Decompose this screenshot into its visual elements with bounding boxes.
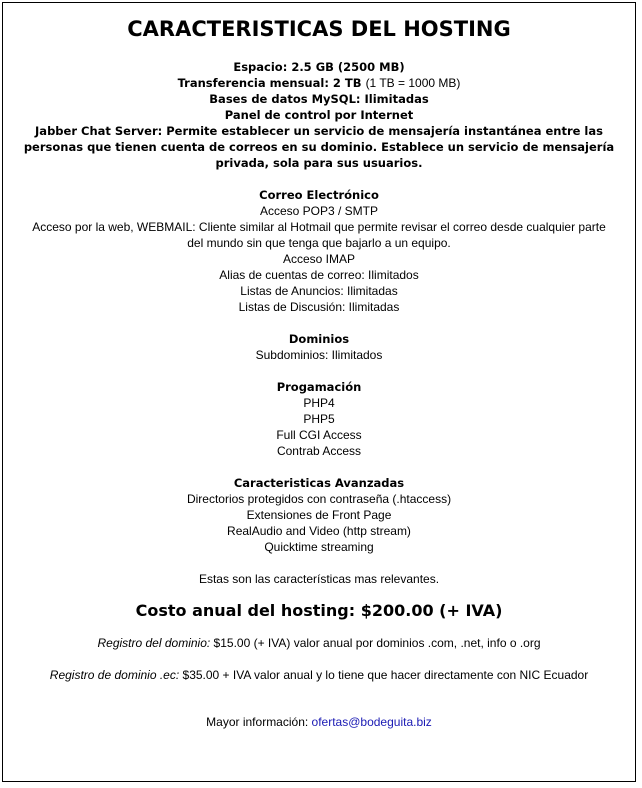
list-item: Acceso IMAP [282,252,356,266]
feature-bases-datos: Bases de datos MySQL: Ilimitadas [209,92,429,106]
registro-dominio-label: Registro del dominio: [97,636,211,650]
feature-transferencia [23,75,615,91]
section-dominios [3,331,635,363]
feature-panel: Panel de control por Internet [224,108,414,122]
section-programacion [3,379,635,459]
list-item: Listas de Anuncios: Ilimitadas [240,284,398,298]
section-dominios-heading: Dominios [288,332,350,346]
list-item: Acceso POP3 / SMTP [259,204,379,218]
registro-dominio [3,635,635,651]
section-avanzadas-heading: Caracteristicas Avanzadas [233,476,405,490]
main-features [3,59,635,171]
list-item: Alias de cuentas de correo: Ilimitados [219,268,419,282]
list-item: RealAudio and Video (http stream) [227,524,411,538]
contact-info [3,714,635,730]
section-programacion-heading: Progamación [276,380,362,394]
feature-espacio: Espacio: 2.5 GB (2500 MB) [233,60,405,74]
closing-text: Estas son las características mas relevantes. [198,572,440,586]
contact-label: Mayor información: [206,715,312,729]
feature-transferencia-label: Transferencia mensual: 2 TB [177,76,362,90]
list-item: Acceso por la web, WEBMAIL: Cliente similar al Hotmail que permite revisar el correo desde cualquier parte del mundo sin que tenga que bajarlo a un equipo. [32,220,606,250]
page-title: CARACTERISTICAS DEL HOSTING [127,17,511,41]
list-item: Directorios protegidos con contraseña (.htaccess) [186,492,452,506]
list-item: Listas de Discusión: Ilimitadas [238,300,400,314]
registro-dominio-ec-text: $35.00 + IVA valor anual y lo tiene que hacer directamente con NIC Ecuador [179,668,589,682]
section-correo-heading: Correo Electrónico [259,188,379,202]
contact-email-link[interactable]: ofertas@bodeguita.biz [311,715,432,729]
list-item: Full CGI Access [276,428,362,442]
registro-dominio-ec-label: Registro de dominio .ec: [49,668,180,682]
content-frame [2,2,636,782]
list-item: Extensiones de Front Page [246,508,392,522]
feature-jabber: Jabber Chat Server: Permite establecer un servicio de mensajería instantánea entre las personas que tienen cuenta de correos en su dominio. Establece un servicio de mensajería privada, sola para sus usuarios. [23,124,615,170]
registro-dominio-text: $15.00 (+ IVA) valor anual por dominios .com, .net, info o .org [210,636,541,650]
list-item: Subdominios: Ilimitados [255,348,383,362]
list-item: Quicktime streaming [264,540,374,554]
list-item: PHP4 [303,396,335,410]
list-item: PHP5 [303,412,335,426]
feature-transferencia-note: (1 TB = 1000 MB) [365,76,461,90]
section-correo [3,187,635,315]
registro-dominio-ec [3,667,635,683]
annual-cost: Costo anual del hosting: $200.00 (+ IVA) [135,601,503,620]
section-avanzadas [3,475,635,555]
list-item: Contrab Access [276,444,362,458]
